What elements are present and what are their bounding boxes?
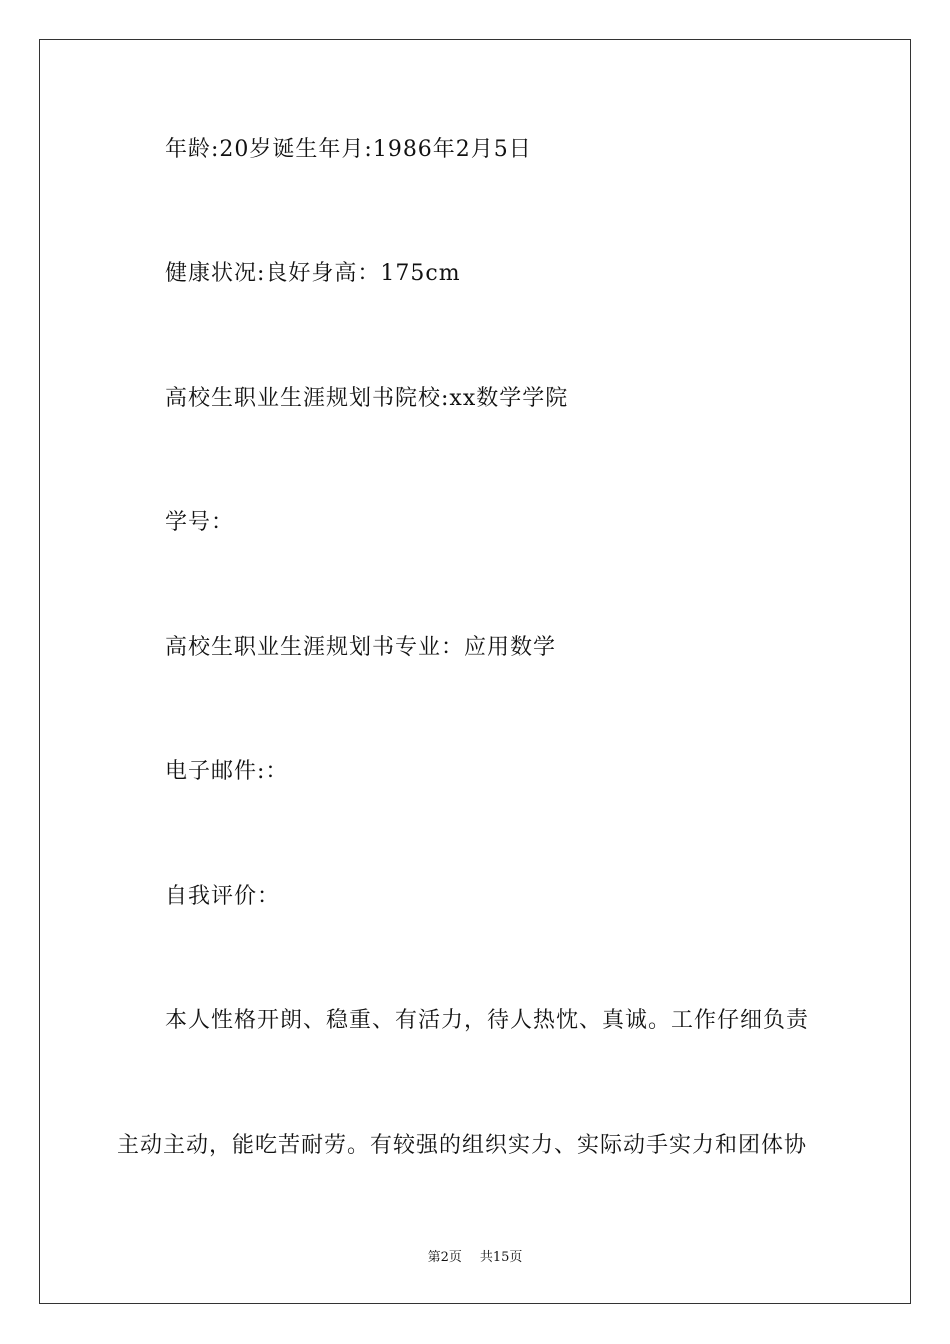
student-id-line: 学号： (165, 510, 235, 535)
self-evaluation-heading: 自我评价： (165, 884, 281, 909)
page-border (39, 39, 911, 1304)
page-total: 共15页 (479, 1250, 523, 1265)
page-footer (0, 1246, 950, 1265)
school-line: 高校生职业生涯规划书院校:xx数学学院 (165, 386, 569, 411)
age-birthdate-line: 年龄:20岁诞生年月:1986年2月5日 (165, 137, 532, 162)
self-evaluation-paragraph-line-2: 主动主动，能吃苦耐劳。有较强的组织实力、实际动手实力和团体协 (117, 1133, 808, 1158)
email-line: 电子邮件:： (165, 759, 289, 784)
health-height-line: 健康状况:良好身高：175cm (165, 261, 461, 286)
page-number: 第2页 (427, 1250, 462, 1265)
major-line: 高校生职业生涯规划书专业：应用数学 (165, 635, 557, 660)
self-evaluation-paragraph-line-1: 本人性格开朗、稳重、有活力，待人热忱、真诚。工作仔细负责 (165, 1008, 810, 1033)
